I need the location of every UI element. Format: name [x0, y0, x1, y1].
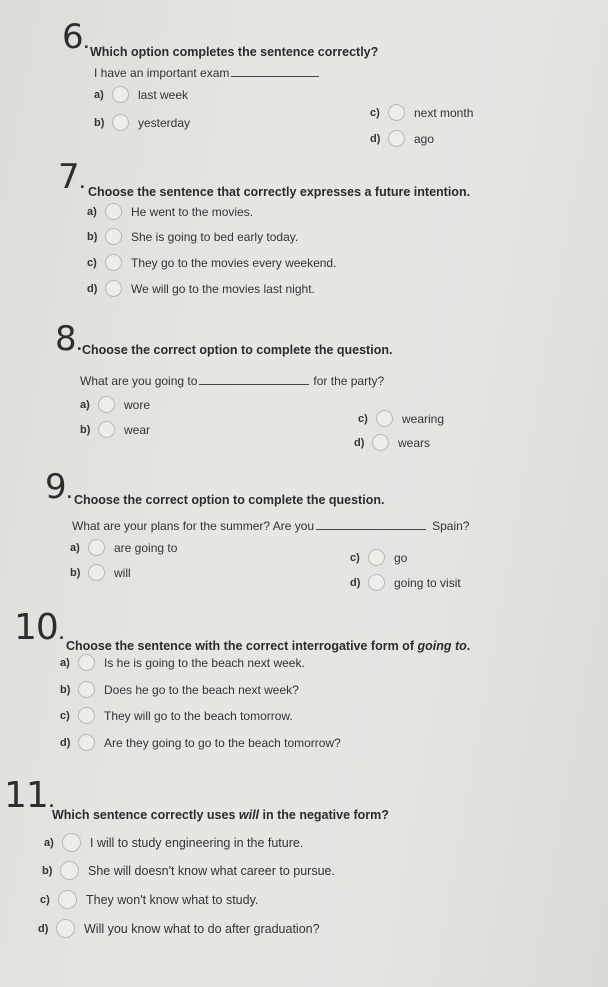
radio-circle[interactable]	[376, 410, 393, 427]
radio-circle[interactable]	[372, 434, 389, 451]
question-9-option-d[interactable]: d) going to visit	[350, 575, 461, 590]
question-7-number: 7.	[58, 157, 84, 197]
question-9-option-c[interactable]: c) go	[350, 550, 408, 565]
question-10-text: Choose the sentence with the correct interrogative form of going to.	[66, 639, 471, 653]
question-10-option-b[interactable]: b) Does he go to the beach next week?	[60, 682, 299, 697]
question-6-option-a[interactable]: a) last week	[94, 87, 189, 102]
answer-blank	[199, 384, 309, 385]
radio-circle[interactable]	[58, 890, 77, 909]
question-11-option-a[interactable]: a) I will to study engineering in the future.	[44, 833, 303, 852]
radio-circle[interactable]	[368, 549, 385, 566]
radio-circle[interactable]	[112, 86, 129, 103]
radio-circle[interactable]	[112, 114, 129, 131]
question-10-option-d[interactable]: d) Are they going to go to the beach tomorrow?	[60, 735, 341, 750]
radio-circle[interactable]	[88, 564, 105, 581]
question-11-option-d[interactable]: d) Will you know what to do after graduation?	[38, 919, 320, 938]
answer-blank	[316, 529, 426, 530]
question-11-option-c[interactable]: c) They won't know what to study.	[40, 890, 258, 909]
question-8-option-d[interactable]: d) wears	[354, 435, 431, 450]
radio-circle[interactable]	[388, 104, 405, 121]
question-9-number: 9.	[45, 467, 71, 507]
question-8-option-a[interactable]: a) wore	[80, 397, 151, 412]
radio-circle[interactable]	[98, 421, 115, 438]
question-7-option-c[interactable]: c) They go to the movies every weekend.	[87, 255, 337, 270]
question-8-stem: What are you going to for the party?	[80, 374, 385, 388]
question-11-option-b[interactable]: b) She will doesn't know what career to pursue.	[42, 861, 335, 880]
question-6-option-b[interactable]: b) yesterday	[94, 115, 191, 130]
question-7-option-d[interactable]: d) We will go to the movies last night.	[87, 281, 315, 296]
radio-circle[interactable]	[78, 707, 95, 724]
question-9-stem: What are your plans for the summer? Are you Spain?	[72, 519, 470, 533]
radio-circle[interactable]	[105, 280, 122, 297]
question-11-number: 11.	[4, 775, 54, 816]
question-8-option-b[interactable]: b) wear	[80, 422, 151, 437]
question-6-option-c[interactable]: c) next month	[370, 105, 474, 120]
radio-circle[interactable]	[368, 574, 385, 591]
question-6-option-d[interactable]: d) ago	[370, 131, 435, 146]
radio-circle[interactable]	[98, 396, 115, 413]
answer-blank	[231, 76, 319, 77]
question-10-number: 10.	[14, 607, 64, 648]
question-9-text: Choose the correct option to complete the question.	[74, 493, 385, 507]
question-10-option-c[interactable]: c) They will go to the beach tomorrow.	[60, 708, 293, 723]
question-7-text: Choose the sentence that correctly expresses a future intention.	[88, 185, 471, 199]
question-6-text: Which option completes the sentence correctly?	[90, 45, 379, 59]
radio-circle[interactable]	[105, 228, 122, 245]
radio-circle[interactable]	[78, 734, 95, 751]
question-6-number: 6.	[62, 17, 88, 57]
question-9-option-b[interactable]: b) will	[70, 565, 131, 580]
question-8-text: Choose the correct option to complete the question.	[82, 343, 393, 357]
question-8-number: 8.	[55, 319, 81, 359]
radio-circle[interactable]	[88, 539, 105, 556]
radio-circle[interactable]	[105, 203, 122, 220]
question-10-option-a[interactable]: a) Is he is going to the beach next week.	[60, 655, 305, 670]
radio-circle[interactable]	[105, 254, 122, 271]
radio-circle[interactable]	[56, 919, 75, 938]
radio-circle[interactable]	[78, 681, 95, 698]
question-9-option-a[interactable]: a) are going to	[70, 540, 178, 555]
question-11-text: Which sentence correctly uses will in the negative form?	[52, 808, 389, 822]
radio-circle[interactable]	[60, 861, 79, 880]
radio-circle[interactable]	[78, 654, 95, 671]
question-8-option-c[interactable]: c) wearing	[358, 411, 445, 426]
question-7-option-b[interactable]: b) She is going to bed early today.	[87, 229, 299, 244]
question-7-option-a[interactable]: a) He went to the movies.	[87, 204, 254, 219]
radio-circle[interactable]	[388, 130, 405, 147]
radio-circle[interactable]	[62, 833, 81, 852]
question-6-stem: I have an important exam	[94, 66, 319, 80]
